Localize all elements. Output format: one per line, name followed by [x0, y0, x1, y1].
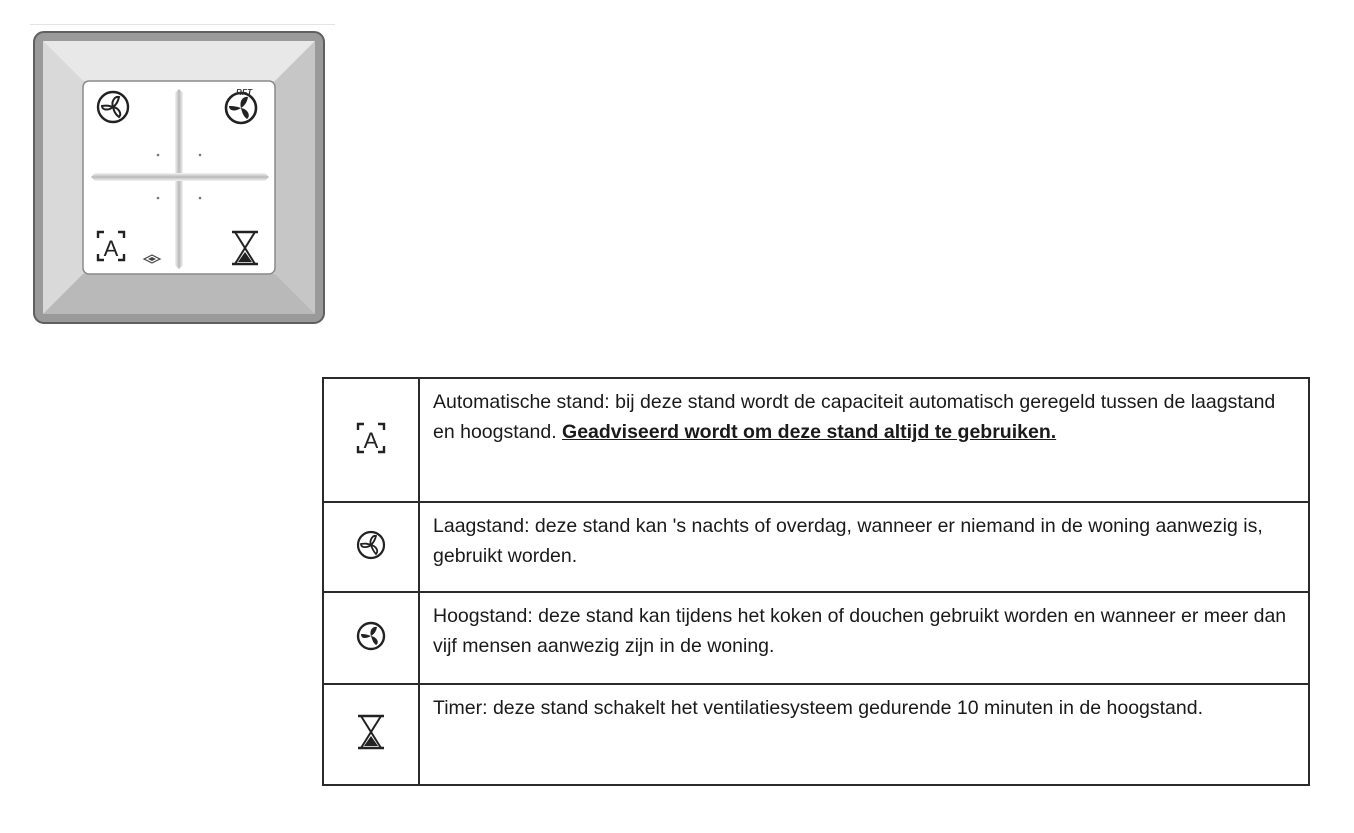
legend-row-timer [323, 684, 1309, 785]
legend-auto-icon-letter: A [363, 427, 379, 453]
auto-mode-icon [356, 422, 386, 454]
low-fan-icon [356, 530, 386, 560]
divider [30, 24, 335, 25]
legend-description: : deze stand kan 's nachts of overdag, wanneer er niemand in de woning aanwezig is, gebruikt worden. [433, 515, 1263, 567]
switch-panel-drawing [33, 31, 325, 324]
legend-description: : deze stand kan tijdens het koken of douchen gebruikt worden en wanneer er meer dan vijf mensen aanwezig zijn in de woning. [433, 605, 1287, 657]
ventilation-switch-panel [33, 31, 325, 324]
legend-term: Automatische stand [433, 391, 605, 413]
auto-icon-letter: A [103, 236, 119, 261]
rft-label: RFT [236, 88, 253, 97]
legend-icon-cell [323, 378, 419, 502]
legend-row-low [323, 502, 1309, 592]
legend-description: : bij deze stand wordt de capaciteit automatisch geregeld tussen de laagstand en hoogstand. [433, 391, 1276, 443]
legend-text-auto [419, 378, 1309, 502]
legend-text-timer [419, 684, 1309, 785]
legend-term: Timer [433, 697, 483, 719]
legend-row-auto [323, 378, 1309, 502]
high-fan-icon [356, 621, 386, 651]
legend-description: : deze stand schakelt het ventilatiesysteem gedurende 10 minuten in de hoogstand. [482, 697, 1203, 719]
legend-icon-cell [323, 684, 419, 785]
legend-text-low [419, 502, 1309, 592]
legend-term: Hoogstand [433, 605, 528, 627]
mode-legend-table [322, 377, 1310, 786]
hourglass-icon [357, 714, 385, 750]
legend-icon-cell [323, 592, 419, 684]
legend-text-high [419, 592, 1309, 684]
legend-term: Laagstand [433, 515, 525, 537]
legend-advice: Geadviseerd wordt om deze stand altijd te gebruiken. [562, 421, 1057, 443]
legend-row-high [323, 592, 1309, 684]
legend-icon-cell [323, 502, 419, 592]
